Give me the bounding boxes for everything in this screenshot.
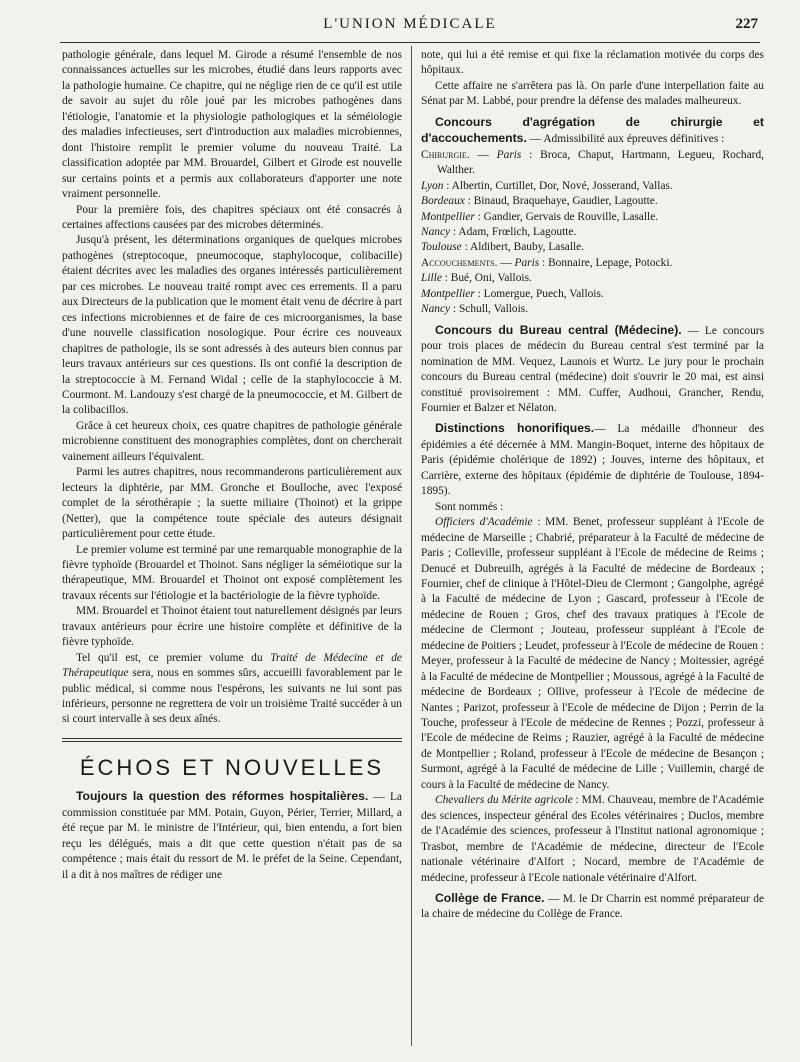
- news-body: — La commission constituée par MM. Potain, Guyon, Périer, Terrier, Millard, a été reçue par M. le ministre de l'Intérieur, qui, bien entendu, a fort bien reçu les délégués, mais a dit que cette question n'était pas de sa compétence ; mais était du ressort de M. le préfet de la Seine. Cependant, il a dit à nos maîtres de rédiger une: [62, 791, 402, 881]
- paragraph: Parmi les autres chapitres, nous recommanderons particulièrement aux lecteurs la diphtérie, par MM. Gronche et Boulloche, avec l'exposé complet de la sérothérapie ; la suette miliaire (Thoinot) et la grippe (Netter), que la compétence toute spéciale des auteurs désignait particulièrement pour cette étude.: [62, 466, 402, 541]
- honor-list: : MM. Benet, professeur suppléant à l'Ecole de médecine de Marseille ; Chabrié, préparateur à la Faculté de médecine de Paris ; Colleville, professeur suppléant à l'Ecole de médecine de Reims ; Denucé et Dubreuilh, agrégés à la Faculté de médecine de Bordeaux ; Fournier, chef de clinique à l'Hôtel-Dieu de Clermont ; Gangolphe, agrégé à la Faculté de médecine de Lyon ; Gascard, professeur à l'Ecole de médecine de Rouen ; Gros, chef des travaux pratiques à l'Ecole de médecine de Clermont ; Jouteau, professeur suppléant à l'Ecole de médecine de Poitiers ; Leudet, professeur à l'Ecole de médecine de Rouen : Meyer, professeur à la Faculté de médecine de Nancy ; Moitessier, agrégé à la Faculté de médecine de Montpellier ; Moussous, agrégé à la Faculté de médecine de Bordeaux ; Ollive, professeur à l'Ecole de médecine de Nantes ; Parizot, professeur à l'Ecole de médecine de Dijon ; Perrin de la Touche, professeur à l'Ecole de médecine de Rennes ; Pozzi, professeur à l'Ecole de médecine de Reims ; Rauzier, agrégé à la Faculté de médecine de Montpellier ; Roland, professeur à l'Ecole de médecine de Besançon ; Surmont, agrégé à la Faculté de médecine de Lille ; Vuillemin, chargé de cours à la Faculté de médecine de Nancy.: [421, 516, 764, 791]
- paragraph: pathologie générale, dans lequel M. Girode a résumé l'ensemble de nos connaissances actuelles sur les microbes, étudié dans leurs rapports avec la pathologie humaine. Ce chapitre, qui ne néglige rien de ce qu'il est utile de savoir au sujet du rôle joué par les microbes pathogènes dans l'étiologie, l'anatomie et la physiologie pathologiques et la séméiologie des maladies infectieuses, sert d'introduction aux maladies microbiennes, dont l'histoire remplit le premier volume du nouveau Traité. La classification adoptée par MM. Brouardel, Gilbert et Girode est nouvelle sur certains points et a permis aux collaborateurs d'apporter une note vraiment personnelle.: [62, 49, 402, 201]
- city-label: Toulouse: [421, 241, 462, 254]
- paragraph: [421, 515, 764, 793]
- list-item: [421, 225, 764, 240]
- list-item: [421, 194, 764, 209]
- honor-label: Chevaliers du Mérite agricole: [435, 794, 573, 807]
- list-item: [421, 302, 764, 317]
- section-rule: [62, 738, 402, 742]
- news-body: — M. le Dr Charrin est nommé préparateur de la chaire de médecine du Collège de France.: [421, 893, 765, 921]
- paragraph: MM. Brouardel et Thoinot étaient tout naturellement désignés par leurs travaux antérieurs pour écrire une histoire complète et définitive de la fièvre typhoïde.: [62, 605, 402, 649]
- news-item: [421, 323, 764, 417]
- city-label: Montpellier: [421, 287, 475, 300]
- list-item: [421, 179, 764, 194]
- news-item: [62, 789, 402, 883]
- news-heading: Distinctions honorifiques.: [435, 421, 595, 436]
- text: Tel qu'il est, ce premier volume du: [76, 651, 271, 664]
- news-heading: Concours d'agrégation de chirurgie et d'accouchements.: [421, 114, 764, 146]
- news-heading: Toujours la question des réformes hospitalières.: [76, 789, 369, 804]
- candidates: : Binaud, Braquehaye, Gaudier, Lagoutte.: [464, 195, 658, 208]
- category-label: Accouchements.: [421, 256, 498, 269]
- paragraph: Pour la première fois, des chapitres spéciaux ont été consacrés à certaines affections causées par des microbes déterminés.: [62, 203, 402, 231]
- city-label: Lyon: [421, 179, 444, 192]
- news-item: [421, 891, 764, 923]
- candidates: : Lomergue, Puech, Vallois.: [474, 287, 604, 300]
- header-rule: [60, 42, 760, 43]
- city-label: Nancy: [421, 225, 451, 238]
- candidates: : Adam, Frœlich, Lagoutte.: [450, 225, 577, 238]
- book-title: Traité de Médecine et de Thérapeutique: [62, 651, 402, 680]
- candidates: : Gandier, Gervais de Rouville, Lasalle.: [474, 210, 659, 223]
- paragraph: Grâce à cet heureux choix, ces quatre chapitres de pathologie générale microbienne constituent des monographies complètes, dont on chercherait vainement ailleurs l'équivalent.: [62, 419, 402, 463]
- paragraph: [62, 651, 402, 728]
- paragraph: Jusqu'à présent, les déterminations organiques de quelques microbes pathogènes (streptocoque, pneumocoque, staphylocoque, colibacille) étaient décrites avec les maladies des organes intéressés particulièrement par ces microbes. Le nouveau traité rompt avec ces errements. Il a paru aux Directeurs de la publication que le moment était venu de décrire à part ces infections microbiennes et de faire de ces microorganismes, la base d'une nouvelle classification nosologique. Pour écrire ces nouveaux chapitres de pathologie, ils se sont adressés à des auteurs bien connus par leurs travaux antérieurs sur ces questions. Ils ont confié la description de la streptococcie à M. Fernand Widal ; celle de la staphylococcie à M. Courmont. M. Landouzy s'est chargé de la pneumococcie, et M. Gilbert de la colibacillos.: [62, 234, 402, 417]
- candidates: : Schull, Vallois.: [450, 303, 529, 316]
- news-body: — La médaille d'honneur des épidémies a été décernée à MM. Mangin-Boquet, interne des hôpitaux de Paris (épidémie cholérique de 1892) ; Jouves, interne des hôpitaux, et Carrière, externe des hôpitaux (épidémie de diphtérie de Toulouse, 1894-1895).: [421, 423, 764, 498]
- paragraph: note, qui lui a été remise et qui fixe la réclamation motivée du corps des hôpitaux.: [421, 49, 764, 77]
- honor-list: : MM. Chauveau, membre de l'Académie des sciences, inspecteur général des Ecoles vétérinaires ; Duclos, membre de l'Académie des sciences, professeur à l'Institut national agronomique ; Trasbot, membre de l'Académie de médecine, directeur de l'Ecole nationale vétérinaire d'Alfort ; Nocard, membre de l'Académie de médecine, professeur à l'Ecole nationale vétérinaire d'Alfort.: [421, 794, 764, 884]
- list-item: [421, 210, 764, 225]
- right-column: [421, 48, 764, 923]
- column-divider: [411, 46, 412, 1046]
- news-item: [421, 421, 764, 499]
- city-label: Nancy: [421, 303, 451, 316]
- page-number: 227: [735, 16, 758, 32]
- candidates: : Bué, Oni, Vallois.: [441, 272, 532, 285]
- section-title: ÉCHOS ET NOUVELLES: [79, 754, 385, 780]
- list-item: [421, 240, 764, 255]
- candidates: : Bonnaire, Lepage, Potocki.: [539, 256, 673, 269]
- list-item: [421, 287, 764, 302]
- city-label: Montpellier: [421, 210, 475, 223]
- candidates: : Albertin, Curtillet, Dor, Nové, Josserand, Vallas.: [443, 179, 673, 192]
- news-heading: Collège de France.: [435, 891, 545, 906]
- news-heading: Concours du Bureau central (Médecine).: [435, 322, 682, 337]
- candidates: : Aldibert, Bauby, Lasalle.: [461, 241, 585, 254]
- news-body: — Le concours pour trois places de médecin du Bureau central s'est terminé par la nomination de MM. Vequez, Launois et Wurtz. Le jury pour le prochain concours du Bureau central (médecine) doit s'ouvrir le 20 mai, est ainsi constitué provisoirement : MM. Cuffer, Audhoui, Grancher, Rendu, Fournier et Balzer et Nélaton.: [421, 324, 764, 414]
- page-header: [60, 14, 760, 40]
- city-label: Paris: [496, 148, 522, 161]
- running-title: L'UNION MÉDICALE: [323, 16, 497, 32]
- paragraph: Sont nommés :: [435, 500, 504, 513]
- city-label: Bordeaux: [421, 195, 465, 208]
- news-item: [421, 115, 764, 148]
- paragraph: Le premier volume est terminé par une remarquable monographie de la fièvre typhoïde (Brouardel et Thoinot. Sans négliger la séméiotique sur la thérapeutique, MM. Brouardel et Thoinot ont exposé complètement les travaux récents sur l'étiologie et la bactériologie de la fièvre typhoïde.: [62, 543, 402, 602]
- list-item: [421, 271, 764, 286]
- text: sera, nous en sommes sûrs, accueilli favorablement par le public médical, si comme nous l'espérons, les suivants ne lui sont pas inférieurs, personne ne regrettera de voir un troisième Traité succéder à un si court intervalle à ses deux aînés.: [62, 667, 402, 726]
- category-label: Chirurgie.: [421, 148, 470, 161]
- news-body: — Admissibilité aux épreuves définitives :: [526, 133, 725, 146]
- candidates: : Broca, Chaput, Hartmann, Legueu, Rochard, Walther.: [437, 148, 764, 177]
- list-item: Accouchements. — Paris : Bonnaire, Lepage, Potocki.: [421, 256, 673, 269]
- honor-label: Officiers d'Académie: [435, 516, 533, 529]
- city-label: Lille: [421, 272, 442, 285]
- paragraph: [421, 793, 764, 886]
- left-column: [62, 48, 402, 883]
- paragraph: Cette affaire ne s'arrêtera pas là. On parle d'une interpellation faite au Sénat par M. Labbé, pour prendre la défense des malades malheureux.: [421, 79, 764, 108]
- city-label: Paris: [514, 256, 540, 269]
- list-item: Chirurgie. — Paris : Broca, Chaput, Hartmann, Legueu, Rochard, Walther.: [421, 148, 764, 177]
